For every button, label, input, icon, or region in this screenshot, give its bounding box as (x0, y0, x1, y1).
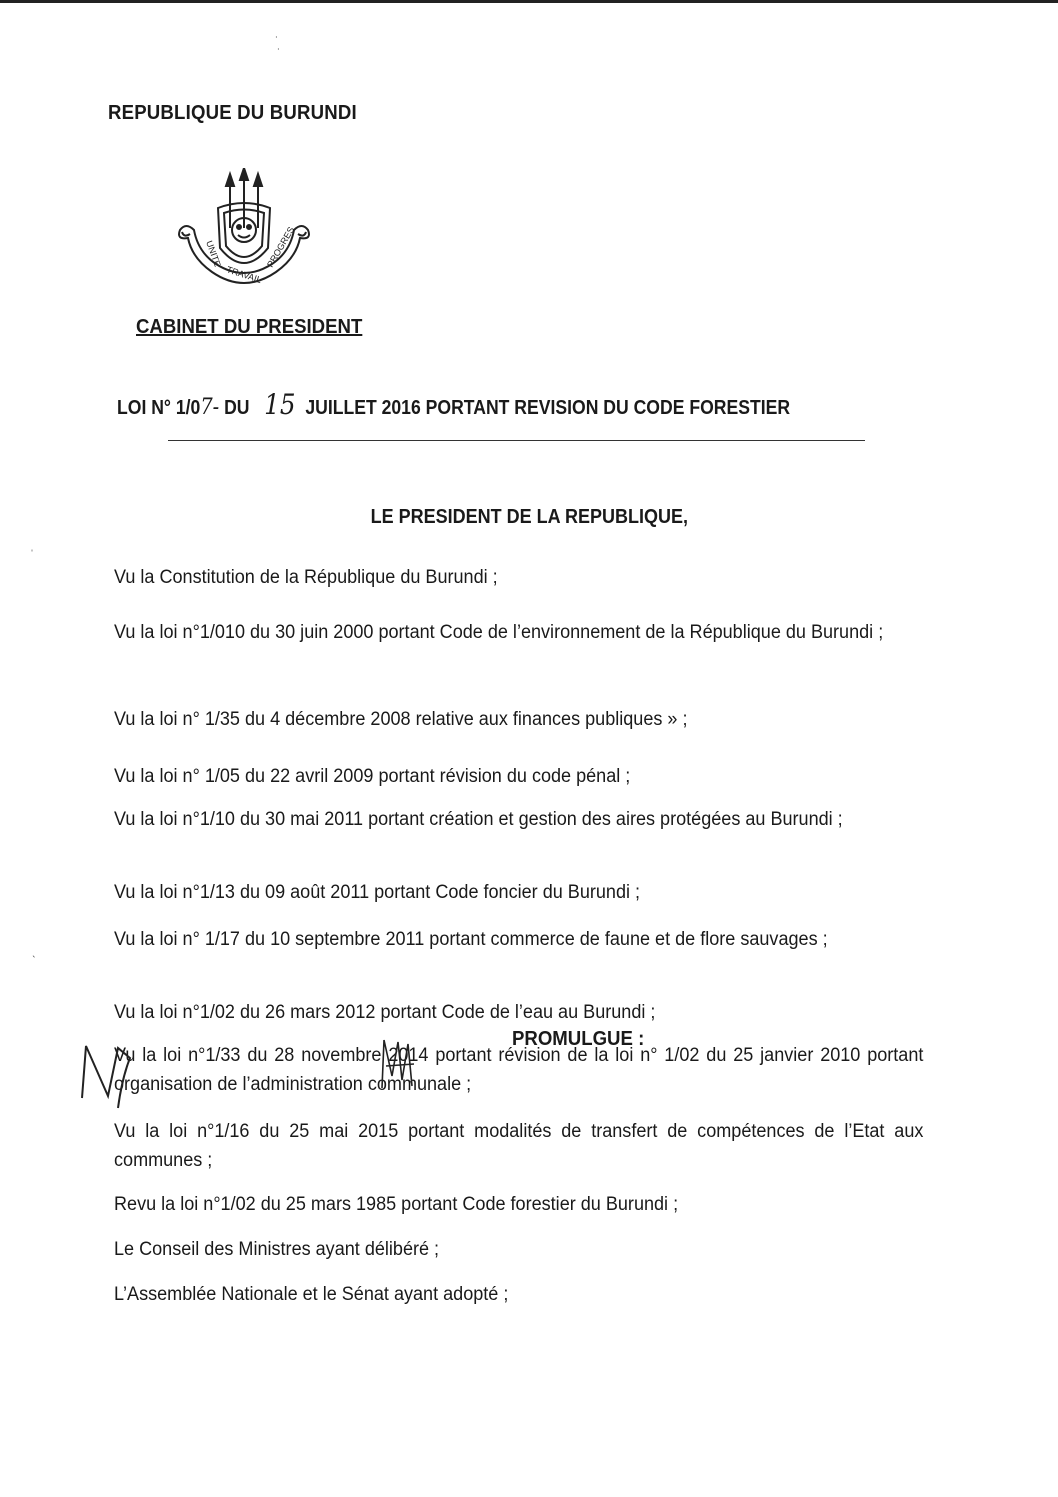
consideration-item: Vu la loi n°1/13 du 09 août 2011 portant Code foncier du Burundi ; (114, 882, 641, 903)
consideration-item: Vu la loi n° 1/05 du 22 avril 2009 portant révision du code pénal ; (114, 766, 631, 787)
law-title-rest: JUILLET 2016 PORTANT REVISION DU CODE FORESTIER (305, 397, 791, 419)
consideration-item: Vu la loi n° 1/35 du 4 décembre 2008 relative aux finances publiques » ; (114, 709, 688, 730)
scan-speck: ˎ (32, 944, 36, 958)
law-title-du: DU (224, 397, 250, 419)
consideration-item: Le Conseil des Ministres ayant délibéré ; (114, 1239, 440, 1260)
emblem-motto-2: TRAVAIL (225, 264, 263, 286)
consideration-item: L’Assemblée Nationale et le Sénat ayant adopté ; (114, 1284, 509, 1305)
scan-edge (0, 0, 1058, 3)
coat-of-arms-emblem (172, 168, 332, 308)
handwritten-initials-left (78, 1038, 138, 1110)
president-heading (0, 506, 1058, 529)
consideration-item: Vu la loi n°1/02 du 26 mars 2012 portant Code de l’eau au Burundi ; (114, 1002, 656, 1023)
law-title (117, 388, 790, 421)
scan-speck: ˙ (277, 46, 281, 60)
emblem-motto-1: UNITE (204, 239, 223, 269)
country-heading: REPUBLIQUE DU BURUNDI (108, 102, 357, 124)
consideration-item: Vu la Constitution de la République du Burundi ; (114, 567, 498, 588)
consideration-item: Vu la loi n°1/010 du 30 juin 2000 portant Code de l’environnement de la République du Burundi ; (114, 622, 884, 643)
handwritten-initials-center (378, 1036, 422, 1096)
consideration-item: Vu la loi n° 1/17 du 10 septembre 2011 portant commerce de faune et de flore sauvages ; (114, 929, 828, 950)
consideration-item: Vu la loi n°1/16 du 25 mai 2015 portant modalités de transfert de compétences de l’Etat aux communes ; (114, 1121, 924, 1171)
law-day-handwritten: 15 (264, 388, 296, 421)
emblem-motto-3: PROGRES (265, 225, 297, 269)
title-underline (168, 440, 865, 441)
consideration-item: Revu la loi n°1/02 du 25 mars 1985 portant Code forestier du Burundi ; (114, 1194, 679, 1215)
law-title-prefix: LOI N° 1/0 (117, 397, 201, 419)
consideration-item: Vu la loi n°1/33 du 28 novembre 2014 portant révision de la loi n° 1/02 du 25 janvier 2010 portant organisation de l’administration communale ; (114, 1045, 924, 1095)
president-heading-text: LE PRESIDENT DE LA REPUBLIQUE, (370, 506, 688, 528)
law-number-handwritten: 7- (200, 395, 220, 420)
consideration-item: Vu la loi n°1/10 du 30 mai 2011 portant création et gestion des aires protégées au Burundi ; (114, 809, 843, 830)
cabinet-heading: CABINET DU PRESIDENT (136, 316, 363, 338)
scan-speck: ˌ (30, 538, 34, 552)
promulgue-heading: PROMULGUE : (512, 1028, 645, 1050)
scan-speck: ˙ (275, 34, 279, 48)
